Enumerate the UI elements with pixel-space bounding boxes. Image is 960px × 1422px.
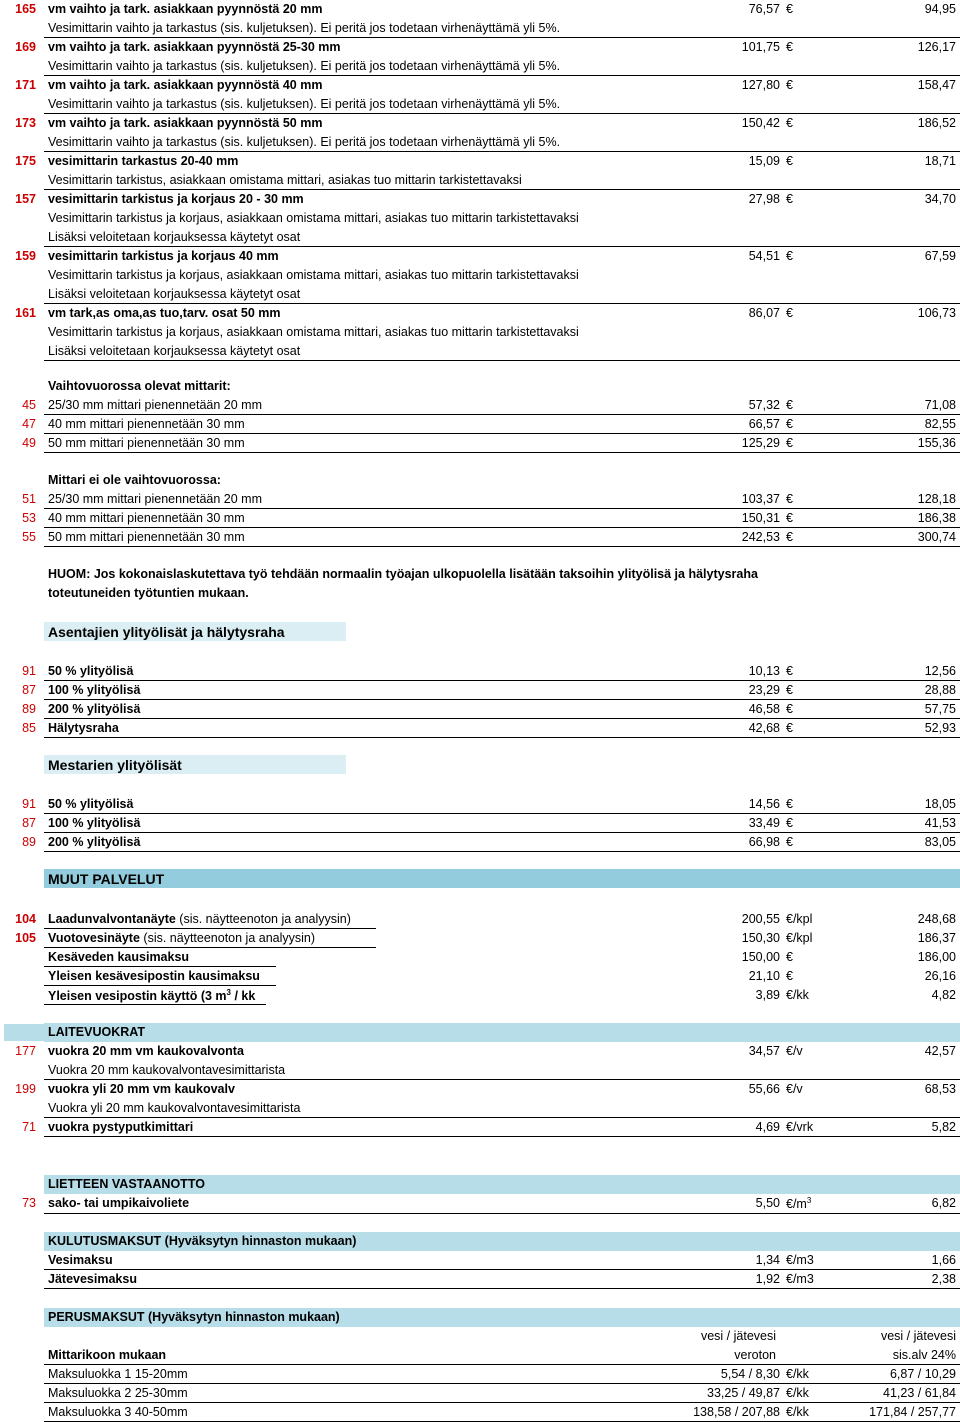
price-row xyxy=(0,1042,960,1061)
price-gross: 67,59 xyxy=(924,249,956,263)
item-detail: / kk xyxy=(231,989,256,1004)
row-divider xyxy=(44,1136,960,1137)
price-net: 5,50 xyxy=(755,1196,780,1210)
price-unit: € xyxy=(786,702,793,716)
service-title: vesimittarin tarkistus ja korjaus 20 - 30 mm xyxy=(48,192,304,206)
service-note: Vesimittarin tarkistus ja korjaus, asiakkaan omistama mittari, asiakas tuo mittarin tarkistettavaksi xyxy=(48,268,579,282)
product-code: 105 xyxy=(15,931,36,945)
price-net: 34,57 xyxy=(748,1044,780,1058)
service-row xyxy=(0,190,960,209)
price-net: 33,49 xyxy=(748,816,780,830)
price-unit: € xyxy=(786,683,793,697)
item-note-row xyxy=(0,1099,960,1118)
item-name: Vuotovesinäyte xyxy=(48,931,140,945)
price-unit: €/v xyxy=(786,1082,803,1096)
price-unit: € xyxy=(786,816,793,830)
product-code: 161 xyxy=(15,306,36,320)
service-row xyxy=(0,76,960,95)
price-gross: 2,38 xyxy=(931,1272,956,1286)
price-row xyxy=(0,1118,960,1137)
price-gross: 28,88 xyxy=(924,683,956,697)
service-note: Lisäksi veloitetaan korjauksessa käytetyt osat xyxy=(48,230,301,244)
price-net: 242,53 xyxy=(741,530,780,544)
note-row xyxy=(0,584,960,603)
service-note: Vesimittarin vaihto ja tarkastus (sis. kuljetuksen). Ei peritä jos todetaan virhenäyttämä yli 5%. xyxy=(48,97,561,111)
item-description: 40 mm mittari pienennetään 30 mm xyxy=(48,511,245,525)
price-unit: € xyxy=(786,969,793,983)
price-row xyxy=(0,814,960,833)
price-row xyxy=(0,415,960,434)
overtime-note-cont: toteutuneiden työtuntien mukaan. xyxy=(48,586,249,600)
item-description: Jätevesimaksu xyxy=(48,1272,137,1286)
price-net: 125,29 xyxy=(741,436,780,450)
meter-size-label: Mittarikoon mukaan xyxy=(48,1348,167,1362)
item-note: Vuokra 20 mm kaukovalvontavesimittarista xyxy=(48,1063,286,1077)
other-services-header-text: MUUT PALVELUT xyxy=(48,871,165,887)
product-code: 91 xyxy=(22,664,36,678)
price-gross: 6,82 xyxy=(931,1196,956,1210)
price-net: 23,29 xyxy=(748,683,780,697)
price-unit: €/vrk xyxy=(786,1120,814,1134)
product-code: 175 xyxy=(15,154,36,168)
basic-fees-header-text: PERUSMAKSUT (Hyväksytyn hinnaston mukaan) xyxy=(48,1310,340,1324)
column-head: sis.alv 24% xyxy=(892,1348,956,1362)
item-description: 200 % ylityölisä xyxy=(48,702,141,716)
price-unit: € xyxy=(786,797,793,811)
product-code: 87 xyxy=(22,683,36,697)
price-unit: € xyxy=(786,664,793,678)
price-gross: 41,23 / 61,84 xyxy=(883,1386,956,1400)
product-code: 55 xyxy=(22,530,36,544)
price-unit: €/kk xyxy=(786,1367,809,1381)
price-gross: 126,17 xyxy=(917,40,956,54)
price-unit: € xyxy=(786,78,793,92)
price-net: 10,13 xyxy=(748,664,780,678)
item-description: 50 mm mittari pienennetään 30 mm xyxy=(48,530,245,544)
price-unit: € xyxy=(786,835,793,849)
service-row xyxy=(0,304,960,323)
price-gross: 128,18 xyxy=(917,492,956,506)
item-description: 50 % ylityölisä xyxy=(48,664,134,678)
row-divider xyxy=(44,1004,266,1005)
item-description: 25/30 mm mittari pienennetään 20 mm xyxy=(48,492,262,506)
price-gross: 52,93 xyxy=(924,721,956,735)
row-divider xyxy=(44,737,960,738)
price-gross: 5,82 xyxy=(931,1120,956,1134)
product-code: 199 xyxy=(15,1082,36,1096)
column-head-row xyxy=(0,1327,960,1346)
product-code: 104 xyxy=(15,912,36,926)
foremen-header-text: Mestarien ylityölisät xyxy=(48,757,182,773)
price-gross: 26,16 xyxy=(924,969,956,983)
item-description xyxy=(48,988,270,1003)
price-row xyxy=(0,490,960,509)
price-gross: 18,71 xyxy=(924,154,956,168)
sludge-header-text: LIETTEEN VASTAANOTTO xyxy=(48,1177,205,1191)
item-description: 100 % ylityölisä xyxy=(48,816,141,830)
price-row xyxy=(0,719,960,738)
price-row xyxy=(0,681,960,700)
price-gross: 186,38 xyxy=(917,511,956,525)
service-note: Lisäksi veloitetaan korjauksessa käytetyt osat xyxy=(48,344,301,358)
price-row xyxy=(0,1365,960,1384)
sludge-header xyxy=(44,1175,960,1194)
item-description: 40 mm mittari pienennetään 30 mm xyxy=(48,417,245,431)
price-net: 200,55 xyxy=(741,912,780,926)
service-row xyxy=(0,152,960,171)
price-net: 86,07 xyxy=(748,306,780,320)
price-gross: 68,53 xyxy=(924,1082,956,1096)
price-unit: €/kk xyxy=(786,988,809,1002)
price-net: 3,89 xyxy=(755,988,780,1002)
price-gross: 57,75 xyxy=(924,702,956,716)
section-title-row xyxy=(0,377,960,396)
price-row xyxy=(0,795,960,814)
price-gross: 83,05 xyxy=(924,835,956,849)
price-unit: € xyxy=(786,530,793,544)
price-row xyxy=(0,1080,960,1099)
price-net: 27,98 xyxy=(748,192,780,206)
product-code: 157 xyxy=(15,192,36,206)
price-unit: €/kk xyxy=(786,1386,809,1400)
row-divider xyxy=(44,1288,960,1289)
price-gross: 248,68 xyxy=(917,912,956,926)
product-code: 51 xyxy=(22,492,36,506)
price-unit: €/v xyxy=(786,1044,803,1058)
column-head: vesi / jätevesi xyxy=(880,1329,956,1343)
service-note-row xyxy=(0,171,960,190)
item-description: Maksuluokka 2 25-30mm xyxy=(48,1386,188,1400)
price-row xyxy=(0,929,960,948)
item-description xyxy=(48,912,378,926)
price-net: 21,10 xyxy=(748,969,780,983)
item-description: 100 % ylityölisä xyxy=(48,683,141,697)
price-net: 15,09 xyxy=(748,154,780,168)
price-unit: € xyxy=(786,116,793,130)
item-description: 50 mm mittari pienennetään 30 mm xyxy=(48,436,245,450)
price-row xyxy=(0,1270,960,1289)
section-title: Vaihtovuorossa olevat mittarit: xyxy=(48,379,231,393)
item-description: 50 % ylityölisä xyxy=(48,797,134,811)
price-gross: 4,82 xyxy=(931,988,956,1002)
price-unit: € xyxy=(786,249,793,263)
consumption-header xyxy=(44,1232,960,1251)
service-note: Vesimittarin vaihto ja tarkastus (sis. kuljetuksen). Ei peritä jos todetaan virhenäyttämä yli 5%. xyxy=(48,21,561,35)
price-gross: 12,56 xyxy=(924,664,956,678)
product-code: 177 xyxy=(15,1044,36,1058)
unit-text: €/m xyxy=(786,1197,807,1212)
price-unit: €/kpl xyxy=(786,912,813,926)
row-divider xyxy=(44,452,960,453)
service-note-row xyxy=(0,133,960,152)
row-divider xyxy=(44,546,960,547)
price-gross: 1,66 xyxy=(931,1253,956,1267)
product-code: 171 xyxy=(15,78,36,92)
product-code: 53 xyxy=(22,511,36,525)
consumption-header-text: KULUTUSMAKSUT (Hyväksytyn hinnaston mukaan) xyxy=(48,1234,357,1248)
service-note-row xyxy=(0,57,960,76)
row-divider xyxy=(44,1213,960,1214)
product-code: 87 xyxy=(22,816,36,830)
item-name: Yleisen vesipostin käyttö (3 m xyxy=(48,989,227,1004)
service-title: vm vaihto ja tark. asiakkaan pyynnöstä 50 mm xyxy=(48,116,323,130)
item-name: Laadunvalvontanäyte xyxy=(48,912,176,926)
service-note: Vesimittarin tarkistus ja korjaus, asiakkaan omistama mittari, asiakas tuo mittarin tarkistettavaksi xyxy=(48,325,579,339)
price-unit: € xyxy=(786,306,793,320)
price-row xyxy=(0,986,960,1005)
section-title-row xyxy=(0,471,960,490)
price-gross: 186,00 xyxy=(917,950,956,964)
price-net: 1,34 xyxy=(755,1253,780,1267)
price-row xyxy=(0,434,960,453)
price-net: 150,31 xyxy=(741,511,780,525)
other-services-header xyxy=(44,869,960,888)
price-gross: 18,05 xyxy=(924,797,956,811)
price-gross: 82,55 xyxy=(924,417,956,431)
column-head: vesi / jätevesi xyxy=(700,1329,776,1343)
price-unit: € xyxy=(786,154,793,168)
item-description: Maksuluokka 1 15-20mm xyxy=(48,1367,188,1381)
service-title: vesimittarin tarkastus 20-40 mm xyxy=(48,154,239,168)
price-net: 66,57 xyxy=(748,417,780,431)
service-title: vm vaihto ja tark. asiakkaan pyynnöstä 40 mm xyxy=(48,78,323,92)
price-unit: € xyxy=(786,492,793,506)
foremen-header xyxy=(44,755,346,774)
rental-header xyxy=(44,1023,960,1042)
price-net: 14,56 xyxy=(748,797,780,811)
item-description: vuokra pystyputkimittari xyxy=(48,1120,194,1134)
price-net: 5,54 / 8,30 xyxy=(720,1367,780,1381)
product-code: 85 xyxy=(22,721,36,735)
product-code: 49 xyxy=(22,436,36,450)
price-row xyxy=(0,967,960,986)
price-unit: € xyxy=(786,511,793,525)
price-unit: € xyxy=(786,417,793,431)
service-title: vesimittarin tarkistus ja korjaus 40 mm xyxy=(48,249,279,263)
price-unit: € xyxy=(786,950,793,964)
service-title: vm vaihto ja tark. asiakkaan pyynnöstä 25-30 mm xyxy=(48,40,341,54)
service-title: vm tark,as oma,as tuo,tarv. osat 50 mm xyxy=(48,306,281,320)
price-gross: 71,08 xyxy=(924,398,956,412)
product-code: 89 xyxy=(22,702,36,716)
price-net: 54,51 xyxy=(748,249,780,263)
price-gross: 300,74 xyxy=(917,530,956,544)
price-net: 55,66 xyxy=(748,1082,780,1096)
price-unit: € xyxy=(786,40,793,54)
section-title: Mittari ei ole vaihtovuorossa: xyxy=(48,473,221,487)
item-description: 25/30 mm mittari pienennetään 20 mm xyxy=(48,398,262,412)
service-note: Vesimittarin tarkistus ja korjaus, asiakkaan omistama mittari, asiakas tuo mittarin tarkistettavaksi xyxy=(48,211,579,225)
price-gross: 6,87 / 10,29 xyxy=(889,1367,956,1381)
product-code: 45 xyxy=(22,398,36,412)
item-note-row xyxy=(0,1061,960,1080)
service-note: Vesimittarin vaihto ja tarkastus (sis. kuljetuksen). Ei peritä jos todetaan virhenäyttämä yli 5%. xyxy=(48,59,561,73)
price-gross: 171,84 / 257,77 xyxy=(869,1405,956,1419)
basic-fees-header xyxy=(44,1308,960,1327)
column-head-row xyxy=(0,1346,960,1365)
service-row xyxy=(0,247,960,266)
product-code: 159 xyxy=(15,249,36,263)
item-description xyxy=(48,969,378,983)
price-net: 150,30 xyxy=(741,931,780,945)
item-description: Maksuluokka 3 40-50mm xyxy=(48,1405,188,1419)
price-net: 150,42 xyxy=(741,116,780,130)
installers-header-text: Asentajien ylityölisät ja hälytysraha xyxy=(48,624,285,640)
price-gross: 41,53 xyxy=(924,816,956,830)
note-row xyxy=(0,565,960,584)
price-net: 66,98 xyxy=(748,835,780,849)
service-row xyxy=(0,0,960,19)
price-row xyxy=(0,910,960,929)
price-row xyxy=(0,833,960,852)
price-unit: € xyxy=(786,721,793,735)
item-name: Kesäveden kausimaksu xyxy=(48,950,190,964)
superscript: 3 xyxy=(806,1196,812,1205)
price-gross: 186,52 xyxy=(917,116,956,130)
row-divider xyxy=(44,851,960,852)
price-gross: 94,95 xyxy=(924,2,956,16)
item-description xyxy=(48,950,378,964)
price-row xyxy=(0,1403,960,1422)
price-row xyxy=(0,1384,960,1403)
service-note-row xyxy=(0,209,960,228)
product-code: 71 xyxy=(22,1120,36,1134)
price-net: 1,92 xyxy=(755,1272,780,1286)
price-gross: 106,73 xyxy=(917,306,956,320)
price-net: 150,00 xyxy=(741,950,780,964)
price-unit: € xyxy=(786,192,793,206)
price-net: 76,57 xyxy=(748,2,780,16)
price-net: 103,37 xyxy=(741,492,780,506)
product-code: 165 xyxy=(15,2,36,16)
row-divider xyxy=(44,360,960,361)
price-net: 46,58 xyxy=(748,702,780,716)
item-description: vuokra 20 mm vm kaukovalvonta xyxy=(48,1044,244,1058)
price-net: 42,68 xyxy=(748,721,780,735)
service-note: Lisäksi veloitetaan korjauksessa käytetyt osat xyxy=(48,287,301,301)
price-unit: €/m3 xyxy=(786,1272,814,1286)
service-title: vm vaihto ja tark. asiakkaan pyynnöstä 20 mm xyxy=(48,2,323,16)
product-code: 169 xyxy=(15,40,36,54)
price-net: 4,69 xyxy=(755,1120,780,1134)
column-head: veroton xyxy=(734,1348,776,1362)
price-gross: 155,36 xyxy=(917,436,956,450)
price-net: 138,58 / 207,88 xyxy=(693,1405,780,1419)
price-row xyxy=(0,509,960,528)
price-row xyxy=(0,528,960,547)
item-description: Hälytysraha xyxy=(48,721,119,735)
price-unit: € xyxy=(786,436,793,450)
service-note: Vesimittarin vaihto ja tarkastus (sis. kuljetuksen). Ei peritä jos todetaan virhenäyttämä yli 5%. xyxy=(48,135,561,149)
price-net: 57,32 xyxy=(748,398,780,412)
price-unit: €/m3 xyxy=(786,1253,814,1267)
superscript: 3 xyxy=(226,988,231,997)
price-net: 127,80 xyxy=(741,78,780,92)
price-gross: 42,57 xyxy=(924,1044,956,1058)
price-gross: 34,70 xyxy=(924,192,956,206)
service-note-row xyxy=(0,342,960,361)
price-row xyxy=(0,1194,960,1213)
price-unit xyxy=(786,1196,811,1211)
service-note: Vesimittarin tarkistus, asiakkaan omistama mittari, asiakas tuo mittarin tarkistettavaksi xyxy=(48,173,522,187)
price-net: 101,75 xyxy=(741,40,780,54)
overtime-note: HUOM: Jos kokonaislaskutettava työ tehdään normaalin työajan ulkopuolella lisätään taksoihin ylityölisä ja hälytysraha xyxy=(48,567,758,581)
product-code: 91 xyxy=(22,797,36,811)
item-description xyxy=(48,931,378,945)
item-description: vuokra yli 20 mm vm kaukovalv xyxy=(48,1082,235,1096)
rental-header-text: LAITEVUOKRAT xyxy=(48,1025,145,1039)
price-row xyxy=(0,662,960,681)
service-row xyxy=(0,38,960,57)
item-description: 200 % ylityölisä xyxy=(48,835,141,849)
price-row xyxy=(0,1251,960,1270)
section-marker xyxy=(4,1024,44,1041)
item-description: sako- tai umpikaivoliete xyxy=(48,1196,190,1210)
price-row xyxy=(0,700,960,719)
item-detail: (sis. näytteenoton ja analyysin) xyxy=(139,931,316,945)
price-gross: 186,37 xyxy=(917,931,956,945)
price-unit: € xyxy=(786,2,793,16)
product-code: 73 xyxy=(22,1196,36,1210)
service-note-row xyxy=(0,19,960,38)
item-note: Vuokra yli 20 mm kaukovalvontavesimittarista xyxy=(48,1101,301,1115)
item-detail: (sis. näytteenoton ja analyysin) xyxy=(175,912,351,926)
item-name: Yleisen kesävesipostin kausimaksu xyxy=(48,969,260,983)
service-note-row xyxy=(0,95,960,114)
price-net: 33,25 / 49,87 xyxy=(707,1386,780,1400)
service-row xyxy=(0,114,960,133)
service-note-row xyxy=(0,285,960,304)
item-description: Vesimaksu xyxy=(48,1253,113,1267)
price-unit: € xyxy=(786,398,793,412)
product-code: 173 xyxy=(15,116,36,130)
service-note-row xyxy=(0,266,960,285)
price-row xyxy=(0,948,960,967)
installers-header xyxy=(44,622,346,641)
product-code: 89 xyxy=(22,835,36,849)
price-row xyxy=(0,396,960,415)
price-gross: 158,47 xyxy=(917,78,956,92)
price-unit: €/kpl xyxy=(786,931,813,945)
service-note-row xyxy=(0,228,960,247)
service-note-row xyxy=(0,323,960,342)
price-unit: €/kk xyxy=(786,1405,809,1419)
product-code: 47 xyxy=(22,417,36,431)
